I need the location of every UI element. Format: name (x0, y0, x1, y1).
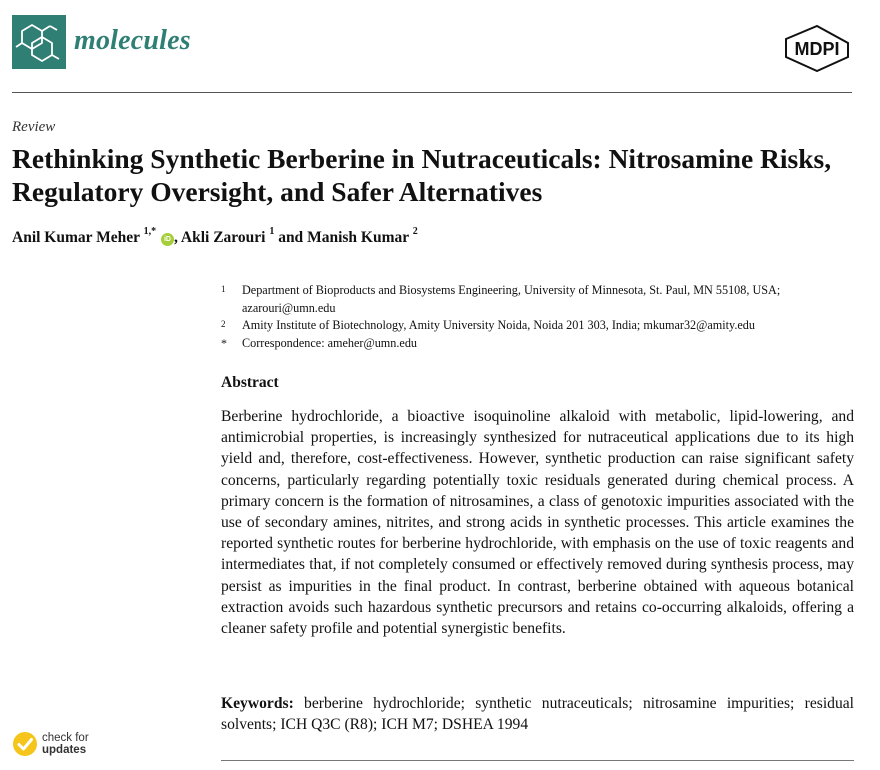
article-title: Rethinking Synthetic Berberine in Nutraceuticals: Nitrosamine Risks, Regulatory Oversight, and Safer Alternatives (12, 143, 832, 207)
check-for-updates-label (42, 732, 89, 756)
molecules-logo-icon (12, 15, 66, 69)
svg-text:MDPI: MDPI (794, 39, 840, 59)
author-affiliation-mark: 1 (269, 226, 275, 237)
article-type: Review (12, 119, 56, 135)
affiliation-text: Department of Bioproducts and Biosystems Engineering, University of Minnesota, St. Paul, MN 55108, USA; azarouri@umn.edu (242, 283, 781, 315)
affiliation-mark: 2 (221, 319, 226, 329)
author-list (12, 228, 418, 247)
author-affiliation-mark: 2 (412, 226, 418, 237)
affiliation-item (221, 317, 853, 335)
correspondence-text: Correspondence: ameher@umn.edu (242, 335, 418, 350)
abstract-heading: Abstract (221, 374, 279, 391)
affiliation-mark: * (221, 335, 227, 350)
journal-name: molecules (74, 25, 191, 56)
abstract-text: Berberine hydrochloride, a bioactive isoquinoline alkaloid with metabolic, lipid-lowering, and antimicrobial properties, is increasingly synthesized for nutraceutical applications due to its high yield and, therefore, cost-effectiveness. However, synthetic production can raise significant safety concerns, particularly regarding potentially toxic residuals generated during chemical process. A primary concern is the formation of nitrosamines, a class of genotoxic impurities associated with the use of secondary amines, nitrites, and strong acids in synthetic processes. This article examines the reported synthetic routes for berberine hydrochloride, with emphasis on the use of toxic reagents and intermediates that, if not completely consumed or effectively removed during synthesis process, may persist as impurities in the final product. In contrast, berberine obtained with aqueous botanical extraction avoids such hazardous synthetic precursors and retains co-occurring alkaloids, offering a cleaner safety profile and potential synergistic benefits. (221, 408, 854, 638)
affiliation-mark: 1 (221, 284, 226, 294)
orcid-icon[interactable]: iD (161, 233, 174, 246)
author-name[interactable]: Akli Zarouri (180, 229, 266, 247)
author-separator: , (173, 229, 181, 247)
keywords (221, 693, 854, 735)
affiliation-item (221, 282, 853, 317)
check-for-updates-badge[interactable] (12, 731, 89, 757)
author-affiliation-mark: 1,* (143, 226, 157, 237)
keywords-label: Keywords: (221, 695, 294, 712)
author-name[interactable]: Anil Kumar Meher (12, 229, 140, 247)
check-for-updates-icon (12, 731, 38, 757)
affiliation-text: Amity Institute of Biotechnology, Amity University Noida, Noida 201 303, India; mkumar32@amity.edu (242, 318, 755, 332)
affiliations (221, 282, 853, 352)
correspondence (221, 335, 853, 353)
footer-divider (221, 760, 854, 761)
author-name[interactable]: Manish Kumar (307, 229, 409, 247)
check-for-updates-line1: check for (42, 732, 89, 744)
header-divider (12, 92, 852, 93)
check-for-updates-line2: updates (42, 744, 87, 756)
keywords-text: berberine hydrochloride; synthetic nutraceuticals; nitrosamine impurities; residual solvents; ICH Q3C (R8); ICH M7; DSHEA 1994 (221, 695, 854, 734)
author-separator: and (274, 229, 308, 247)
mdpi-logo-icon (782, 24, 852, 77)
